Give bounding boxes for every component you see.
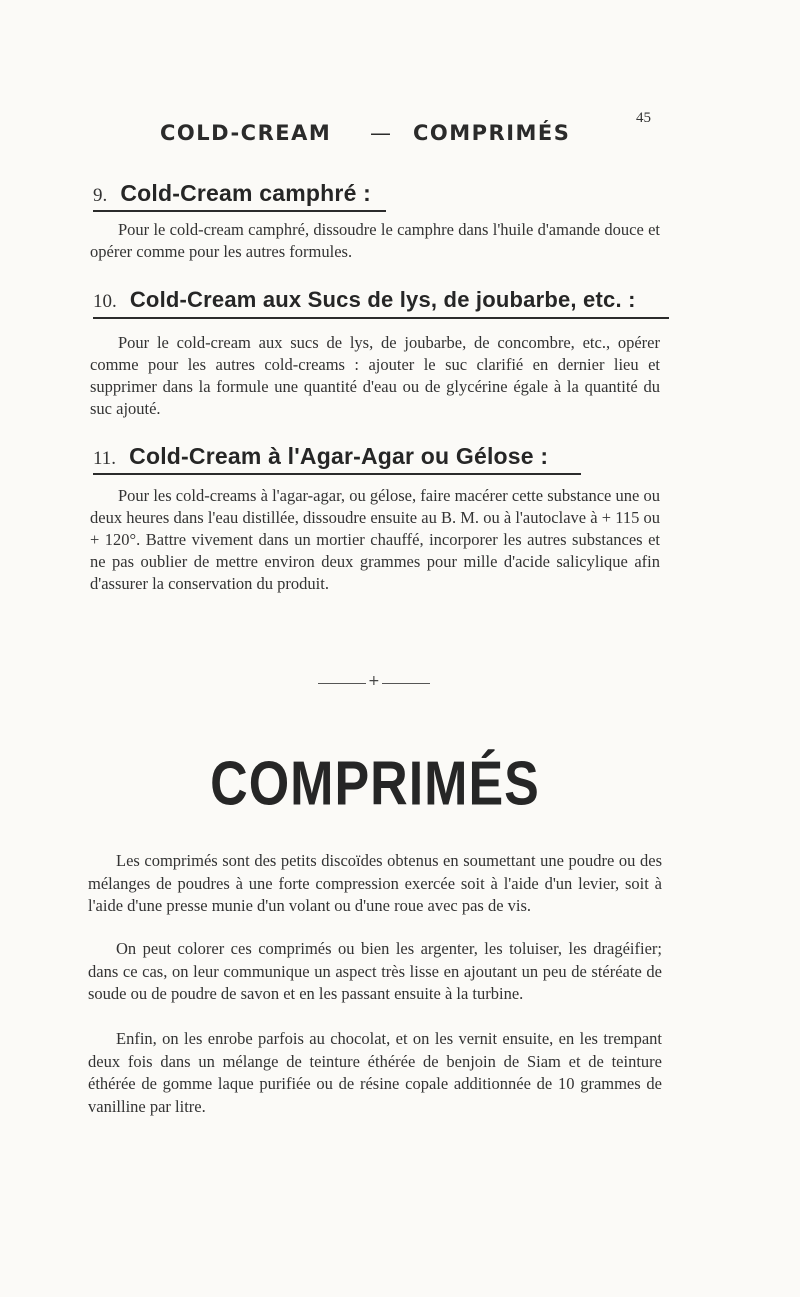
ornament-cross-icon: + bbox=[368, 673, 380, 689]
section-number: 9. bbox=[93, 185, 108, 206]
running-head-dash: — bbox=[370, 121, 391, 145]
chapter-paragraph-1: Les comprimés sont des petits discoïdes obtenus en soumettant une poudre ou des mélanges de poudres à une forte compression exercée soit à l'aide d'un levier, soit à l'aide d'une presse munie d'un volant ou d'une roue avec pas de vis. bbox=[88, 851, 662, 915]
section-paragraph-10: Pour le cold-cream aux sucs de lys, de joubarbe, de concombre, etc., opérer comme pour les autres cold-creams : ajouter le suc clarifié en dernier lieu et supprimer dans la formule une quantité d'eau ou de glycérine égale à la quantité du suc ajouté. bbox=[90, 333, 660, 418]
chapter-paragraph-2: On peut colorer ces comprimés ou bien les argenter, les toluiser, les dragéifier; dans ce cas, on leur communique un aspect très lisse en ajoutant un peu de stéréate de soude ou de poudre de savon et en les passant ensuite à la turbine. bbox=[88, 939, 662, 1003]
ornament-line-left bbox=[318, 683, 366, 684]
section-heading-10 bbox=[93, 283, 669, 319]
chapter-paragraph-3: Enfin, on les enrobe parfois au chocolat, et on les vernit ensuite, en les trempant deux fois dans un mélange de teinture éthérée de benjoin de Siam et de teinture éthérée de gomme laque purifiée ou de résine copale additionnée de 10 grammes de vanilline par litre. bbox=[88, 1029, 662, 1116]
section-title: Cold-Cream camphré : bbox=[120, 180, 372, 206]
chapter-title: COMPRIMÉS bbox=[210, 749, 540, 819]
section-number: 11. bbox=[93, 448, 117, 469]
section-number: 10. bbox=[93, 291, 117, 312]
running-head-left: COLD-CREAM bbox=[160, 121, 332, 145]
ornament-line-right bbox=[382, 683, 430, 684]
section-title: Cold-Cream à l'Agar-Agar ou Gélose : bbox=[129, 443, 549, 469]
section-heading-9 bbox=[93, 176, 386, 212]
section-heading-11 bbox=[93, 439, 581, 475]
page-number: 45 bbox=[636, 110, 651, 126]
running-head-right: COMPRIMÉS bbox=[413, 121, 571, 145]
running-head bbox=[0, 121, 800, 151]
section-paragraph-11: Pour les cold-creams à l'agar-agar, ou gélose, faire macérer cette substance une ou deux heures dans l'eau distillée, dissoudre ensuite au B. M. ou à l'autoclave à + 115 ou + 120°. Battre vivement dans un mortier chauffé, incorporer les autres substances et ne pas oublier de mettre environ deux grammes pour mille d'acide salicylique afin d'assurer la conservation du produit. bbox=[90, 486, 660, 593]
ornament-divider bbox=[318, 673, 430, 690]
section-paragraph-9: Pour le cold-cream camphré, dissoudre le camphre dans l'huile d'amande douce et opérer comme pour les autres formules. bbox=[90, 220, 660, 261]
section-title: Cold-Cream aux Sucs de lys, de joubarbe, etc. : bbox=[129, 287, 636, 312]
